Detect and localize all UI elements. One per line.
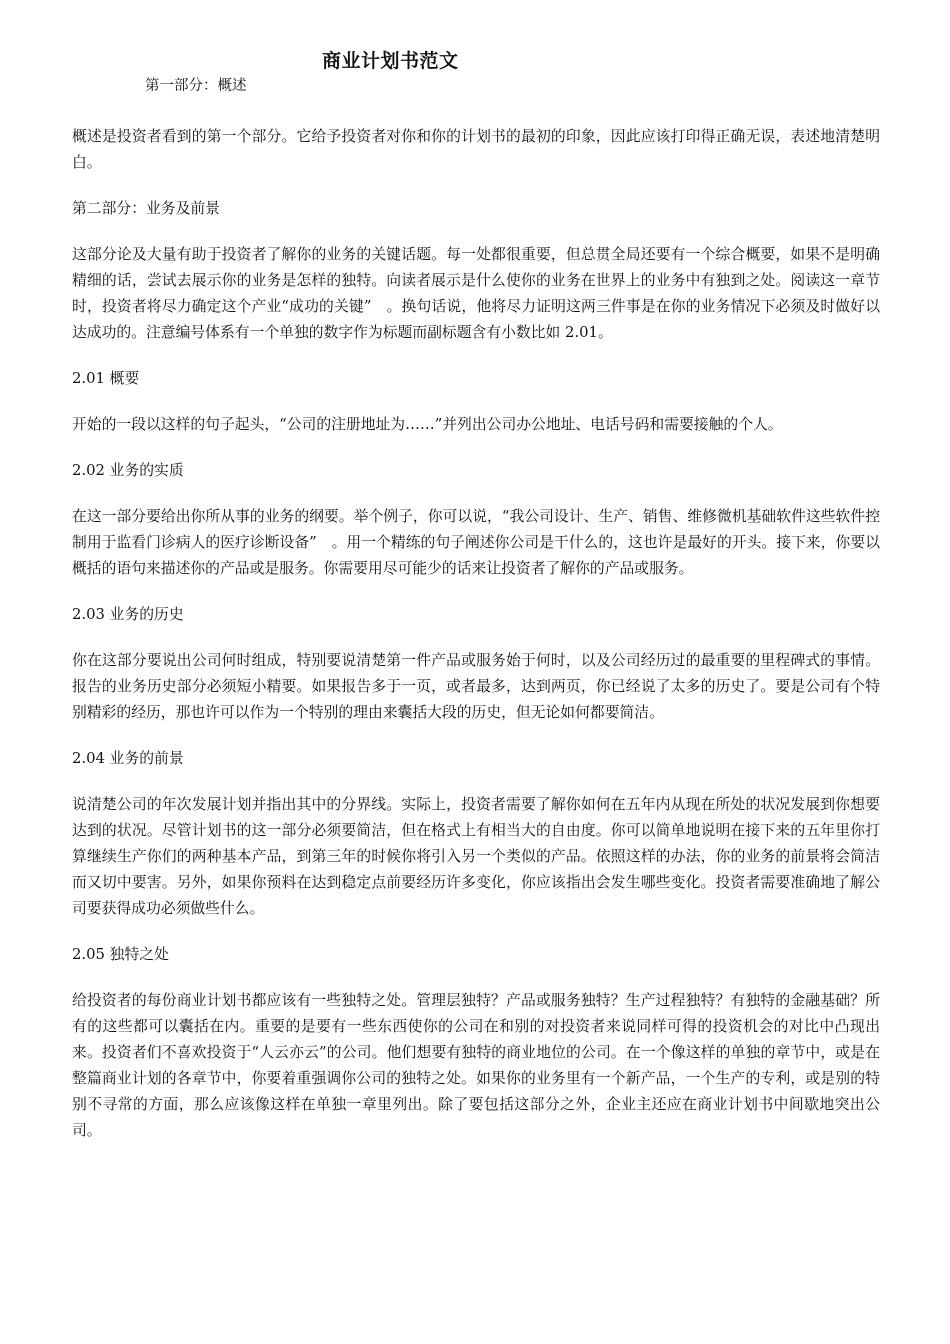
part2-heading: 第二部分：业务及前景 [72,200,220,217]
section-heading-2-05: 2.05 独特之处 [72,946,169,963]
part1-paragraph: 概述是投资者看到的第一个部分。它给予投资者对你和你的计划书的最初的印象，因此应该打印得正确无误，表述地清楚明白。 [72,128,880,171]
part1-heading: 第一部分：概述 [145,78,247,94]
section-paragraph-2-04: 说清楚公司的年次发展计划并指出其中的分界线。实际上，投资者需要了解你如何在五年内从现在所处的状况发展到你想要达到的状况。尽管计划书的这一部分必须要简洁，但在格式上有相当大的自由度。你可以简单地说明在接下来的五年里你打算继续生产你们的两种基本产品，到第三年的时候你将引入另一个类似的产品。依照这样的办法，你的业务的前景将会简洁而又切中要害。另外，如果你预料在达到稳定点前要经历许多变化，你应该指出会发生哪些变化。投资者需要准确地了解公司要获得成功必须做些什么。 [72,796,880,917]
section-heading-2-03: 2.03 业务的历史 [72,606,184,623]
section-heading-2-01: 2.01 概要 [72,370,140,387]
document-title: 商业计划书范文 [322,50,459,72]
document-body [72,124,880,1164]
section-heading-2-02: 2.02 业务的实质 [72,462,184,479]
section-paragraph-2-01: 开始的一段以这样的句子起头，“公司的注册地址为……”并列出公司办公地址、电话号码和需要接触的个人。 [72,416,783,433]
section-heading-2-04: 2.04 业务的前景 [72,750,184,767]
section-paragraph-2-02: 在这一部分要给出你所从事的业务的纲要。举个例子，你可以说，“我公司设计、生产、销售、维修微机基础软件这些软件控制用于监看门诊病人的医疗诊断设备” 。用一个精练的句子阐述你公司是干什么的，这也许是最好的开头。接下来，你要以概括的语句来描述你的产品或是服务。你需要用尽可能少的话来让投资者了解你的产品或服务。 [72,508,880,577]
section-paragraph-2-03: 你在这部分要说出公司何时组成，特别要说清楚第一件产品或服务始于何时，以及公司经历过的最重要的里程碑式的事情。报告的业务历史部分必须短小精要。如果报告多于一页，或者最多，达到两页，你已经说了太多的历史了。要是公司有个特别精彩的经历，那也许可以作为一个特别的理由来囊括大段的历史，但无论如何都要简洁。 [72,652,880,721]
section-paragraph-2-05: 给投资者的每份商业计划书都应该有一些独特之处。管理层独特？产品或服务独特？生产过程独特？有独特的金融基础？所有的这些都可以囊括在内。重要的是要有一些东西使你的公司在和别的对投资者来说同样可得的投资机会的对比中凸现出来。投资者们不喜欢投资于“人云亦云”的公司。他们想要有独特的商业地位的公司。在一个像这样的单独的章节中，或是在整篇商业计划的各章节中，你要着重强调你公司的独特之处。如果你的业务里有一个新产品，一个生产的专利，或是别的特别不寻常的方面，那么应该像这样在单独一章里列出。除了要包括这部分之外，企业主还应在商业计划书中间歇地突出公司。 [72,992,880,1139]
part2-paragraph: 这部分论及大量有助于投资者了解你的业务的关键话题。每一处都很重要，但总贯全局还要有一个综合概要，如果不是明确精细的话，尝试去展示你的业务是怎样的独特。向读者展示是什么使你的业务在世界上的业务中有独到之处。阅读这一章节时，投资者将尽力确定这个产业“成功的关键” 。换句话说，他将尽力证明这两三件事是在你的业务情况下必须及时做好以达成功的。注意编号体系有一个单独的数字作为标题而副标题含有小数比如 2.01。 [72,246,880,341]
